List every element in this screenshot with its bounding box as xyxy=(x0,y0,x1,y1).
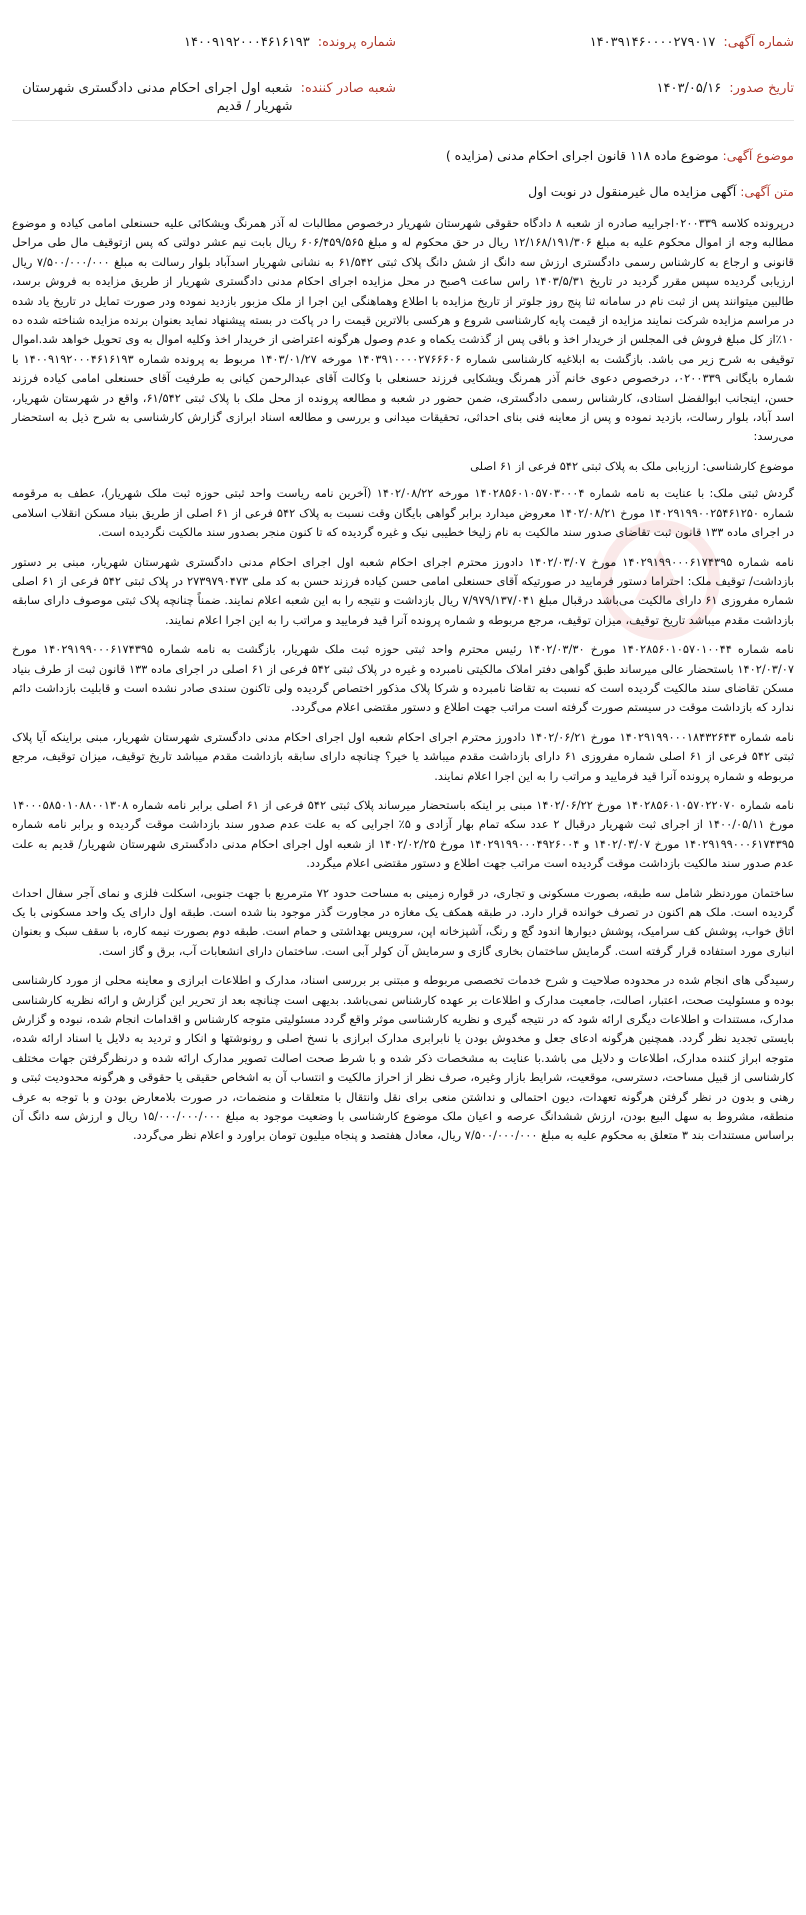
ad-subject-text: آگهی مزایده مال غیرمنقول در نوبت اول xyxy=(528,184,737,199)
ad-number-value: ۱۴۰۳۹۱۴۶۰۰۰۰۲۷۹۰۱۷ xyxy=(589,35,716,50)
issuing-branch-label: شعبه صادر کننده: xyxy=(300,81,396,96)
body-paragraph-letter-4: نامه شماره ۱۴۰۲۸۵۶۰۱۰۵۷۰۲۲۰۷۰ مورخ ۱۴۰۲/۰۶/۲۲ مبنی بر اینکه باستحضار میرساند پلاک ثبتی ۵۴۲ فرعی از ۶۱ اصلی برابر نامه شماره ۱۴۰۰۰۵۸۵۰۱۰۸۸۰۰۱۳۰۸ مورخ ۱۴۰۰/۰۵/۱۱ از اجرای ثبت شهریار درقبال ۲ عدد سکه تمام بهار آزادی و ۵٪ اجرایی که به علت عدم صدور سند بازداشت موقت گردیده و برابر نامه شماره ۱۴۰۲۹۱۹۹۰۰۰۶۱۷۴۳۹۵ مورخ ۱۴۰۲/۰۳/۰۷ و ۱۴۰۲۹۱۹۹۰۰۰۴۹۲۶۰۰۴ مورخ ۱۴۰۲/۰۲/۲۵ از شعبه اول اجرای احکام مدنی دادگستری شهرستان شهریار/ قدیم به علت عدم صدور سند مالکیت بازداشت موقت گردیده است مراتب جهت اطلاع و دستور مقتضی اعلام میگردد. xyxy=(12,797,795,871)
body-paragraph-building: ساختمان موردنظر شامل سه طبقه، بصورت مسکونی و تجاری، در قواره زمینی به مساحت حدود ۷۲ مترمربع با جهت جنوبی، اسکلت فلزی و نمای آجر سفال احداث گردیده است. ملک هم اکنون در تصرف خوانده قرار دارد. در طبقه همکف یک مغازه در مجاورت گذر موجود بنا شده است. طبقه اول دارای یک واحد مسکونی با یک اتاق خواب، پوشش کف سرامیک، پوشش دیوارها اندود گچ و رنگ، آشپزخانه اپن، سرویس بهداشتی و حمام است. طبقه دوم بصورت نیمه کاره، با سقف سبک و بعنوان انباری مورد استفاده قرار گرفته است. گرمایش ساختمان بخاری گازی و سرمایش آن کولر آبی است. ساختمان دارای انشعابات آب، برق و گاز است. xyxy=(12,885,794,958)
ad-topic-text: موضوع ماده ۱۱۸ قانون اجرای احکام مدنی (مزایده ) xyxy=(445,148,719,163)
body-paragraph-letter-3: نامه شماره ۱۴۰۲۹۱۹۹۰۰۰۱۸۴۳۲۶۴۳ مورخ ۱۴۰۲/۰۶/۲۱ دادورز محترم اجرای احکام شعبه اول اجرای احکام مدنی دادگستری شهرستان شهریار، مبنی براینکه آیا پلاک ثبتی ۵۴۲ فرعی از ۶۱ اصلی شماره مفروزی ۶۱ دارای بازداشت مقدم میباشد یا خیر؟ چنانچه دارای سابقه بازداشت مقدم میباشد تاریخ توقیف، میزان توقیف، مرجع مربوطه و شماره پرونده آنرا قید فرمایید و مراتب را به این اجرا اعلام نمایند. xyxy=(12,729,795,783)
body-paragraph-intro: درپرونده کلاسه ۰۲۰۰۳۳۹اجراییه صادره از شعبه ۸ دادگاه حقوقی شهرستان شهریار درخصوص مطالبات له آذر همرنگ ویشکائی علیه حسنعلی امامی کیاده و موضوع مطالبه وجه از اموال محکوم علیه به مبلغ ۱۲/۱۶۸/۱۹۱/۳۰۶ ریال در حق محکوم له و مبلغ ۶۰۶/۴۵۹/۵۶۵ ریال بابت نیم عشر دولتی که پس ازتوقیف مال طی مراحل قانونی و ارجاع به کارشناس رسمی دادگستری ارزش سه دانگ از شش دانگ پلاک ثبتی ۶۱/۵۴۲ به نشانی شهریار اسدآباد بلوار رسالت به مبلغ ۷/۵۰۰/۰۰۰/۰۰۰ ریال ارزیابی گردیده سپس مقرر گردید در تاریخ ۱۴۰۳/۵/۳۱ راس ساعت ۹صبح در محل مزایده اجرای احکام مدنی دادگستری شهریار از طریق مزایده به فروش برسد، طالبین میتوانند پس از ثبت نام در سامانه ثنا پنج روز جلوتر از تاریخ مزایده با اطلاع وهماهنگی این اجرا از ملک مزبور بازدید نموده ودر صورت تمایل در تاریخ یاد شده در مراسم مزایده شرکت نمایند مزایده از قیمت پایه کارشناسی شروع و هرکسی بالاترین قیمت را در پاکت در بسته پیشنهاد نماید بعنوان برنده مزایده شناخته شده ده ۱۰٪از کل مبلغ فروش فی المجلس از خریدار اخذ و باقی پس از گذشت یکماه و عدم وصول هرگونه اعتراضی از خریدار اخذ وکلیه اموال به وی تحویل خواهد شد.اموال توقیفی به شرح زیر می باشد. بازگشت به ابلاغیه کارشناسی شماره ۱۴۰۳۹۱۰۰۰۰۲۷۶۶۶۰۶ مورخه ۱۴۰۳/۰۱/۲۷ مربوط به پرونده شماره ۱۴۰۰۹۱۹۲۰۰۰۴۶۱۶۱۹۳ با شماره بایگانی ۰۲۰۰۳۳۹، درخصوص دعوی خانم آذر همرنگ ویشکایی فرزند حسنعلی با وکالت آقای عبدالرحمن کیانی به طرفیت آقای حسنعلی امامی کیاده فرزند حسن، اینجانب ابوالفضل استادی، کارشناس رسمی دادگستری، ضمن حضور در شعبه و مطالعه پرونده از محل ملک با پلاک ثبتی ۶۱/۵۴۲، واقع در شهرستان شهریار، اسد آباد، بلوار رسالت، بازدید نموده و پس از معاینه فنی بنای احداثی، تحقیقات میدانی و بررسی و مطالعه اسناد ابرازی گزارش کارشناسی به شرح ذیل به استحضار می‌رسد: xyxy=(12,216,794,444)
ad-number-label: شماره آگهی: xyxy=(723,35,794,50)
file-number-value: ۱۴۰۰۹۱۹۲۰۰۰۴۶۱۶۱۹۳ xyxy=(184,35,310,50)
ad-header xyxy=(0,0,806,116)
ad-topic-label: موضوع آگهی: xyxy=(722,148,794,163)
body-paragraph-registration: گردش ثبتی ملک: با عنایت به نامه شماره ۱۴۰۲۸۵۶۰۱۰۵۷۰۳۰۰۰۴ مورخه ۱۴۰۲/۰۸/۲۲ (آخرین نامه ریاست واحد ثبتی حوزه ثبت ملک شهریار)، عطف به مرقومه شماره ۱۴۰۲۹۱۹۹۰۰۲۵۴۶۱۲۵۰ مورخ ۱۴۰۲/۰۸/۲۱ معروض میدارد برابر گواهی بایگان وقت نسبت به پلاک ۵۴۲ فرعی از ۶۱ اصلی از طریق بنیاد مسکن انقلاب اسلامی در اجرای ماده ۱۳۳ قانون ثبت تقاضای صدور سند مالکیت به نام زلیخا خطیبی نیک و غیره گردیده که تا کنون منجر بصدور سند مالکیت نگردیده است. xyxy=(12,486,794,540)
body-paragraph-valuation: رسیدگی های انجام شده در محدوده صلاحیت و شرح خدمات تخصصی مربوطه و مبتنی بر بررسی اسناد، مدارک و اطلاعات ابرازی و معاینه محلی از مورد کارشناسی بوده و مسئولیت صحت، اعتبار، اصالت، جامعیت مدارک و اطلاعات بر عهده کارشناس نمی‌باشد. بدیهی است چنانچه بعد از تحریر این گزارش و ارائه نظریه کارشناسی مدارک، مستندات و اطلاعات دیگری ارائه شود که در نتیجه گیری و نظریه کارشناسی موثر واقع گردد مسئولیتی متوجه کارشناس و اقدامات انجام شده، نبوده و گزارش بایستی تجدید نظر گردد. همچنین هرگونه ادعای جعل و مخدوش بودن یا نابرابری مدارک ابرازی با نسخ اصلی و رونوشتها و انکار و تردید به دلایل یا اسناد ارائه شده، متوجه ابراز کننده مدارک، اطلاعات و دلایل می باشد.با عنایت به مشخصات ذکر شده و با شرط صحت اصالت تصویر مدارک ارائه شده و درنظرگرفتن جهات مختلف کارشناسی از قبیل مساحت، دسترسی، موقعیت، شرایط بازار وغیره، صرف نظر از احراز مالکیت و انتساب آن به اشخاص حقیقی یا حقوقی و هرگونه محدودیت ثبتی و رهنی و بدون در نظر گرفتن هرگونه تعهدات، دیون احتمالی و نداشتن منعی برای نقل وانتقال با متعلقات و منضمات، در صورت بلامعارض بودن و با توجه به عرف منطقه، مشروط به سهل البیع بودن، ارزش ششدانگ عرصه و اعیان ملک موضوع کارشناسی با وضعیت موجود به مبلغ ۱۵/۰۰۰/۰۰۰/۰۰۰ ریال و ارزش سه دانگ آن براساس مستندات بند ۳ متعلق به محکوم علیه به مبلغ ۷/۵۰۰/۰۰۰/۰۰۰ ریال، معادل هفتصد و پنجاه میلیون تومان براورد و اعلام نظر می‌گردد. xyxy=(12,973,794,1143)
file-number-row xyxy=(184,34,396,52)
ad-subject xyxy=(12,183,794,201)
issue-date-value: ۱۴۰۳/۰۵/۱۶ xyxy=(656,81,722,96)
ad-number-row xyxy=(590,34,794,52)
issue-date-row xyxy=(657,80,794,98)
header-divider xyxy=(12,120,794,121)
body-paragraph-letter-1: نامه شماره ۱۴۰۲۹۱۹۹۰۰۰۶۱۷۴۳۹۵ مورخ ۱۴۰۲/۰۳/۰۷ دادورز محترم اجرای احکام شعبه اول اجرای احکام مدنی دادگستری شهرستان شهریار، مبنی بر دستور بازداشت/ توقیف ملک: احتراما دستور فرمایید در صورتیکه آقای حسنعلی امامی حسن کیاده فرزند حسن به کد ملی ۲۷۳۹۷۹۰۴۷۳ در پلاک ثبتی ۵۴۲ فرعی از ۶۱ اصلی شماره مفروزی ۶۱ دارای مالکیت می‌باشد درقبال مبلغ ۷/۹۷۹/۱۳۷/۰۴۱ ریال بازداشت و نتیجه را به این شعبه اعلام نمایند. ضمناً چنانچه پلاک ثبتی موصوف دارای سابقه بازداشت مقدم میباشد تاریخ توقیف، میزان توقیف، مرجع مربوطه و شماره پرونده آنرا قید فرمایید و مراتب را به این اجرا اعلام نمایند. xyxy=(12,554,794,627)
ad-subject-label: متن آگهی: xyxy=(740,184,794,199)
ad-topic xyxy=(12,147,794,165)
ad-body xyxy=(12,214,794,1156)
body-paragraph-expertise-subject: موضوع کارشناسی: ارزیابی ملک به پلاک ثبتی ۵۴۲ فرعی از ۶۱ اصلی xyxy=(470,458,794,473)
issuing-branch-row xyxy=(6,80,396,116)
body-paragraph-letter-2: نامه شماره ۱۴۰۲۸۵۶۰۱۰۵۷۰۱۰۰۴۴ مورخ ۱۴۰۲/۰۳/۳۰ رئیس محترم واحد ثبتی حوزه ثبت ملک شهریار، بازگشت به نامه شماره ۱۴۰۲۹۱۹۹۰۰۰۶۱۷۴۳۹۵ مورخ ۱۴۰۲/۰۳/۰۷ باستحضار عالی میرساند طبق گواهی دفتر املاک مالکیتی نامبرده و غیره در پلاک ثبتی ۵۴۲ فرعی از ۶۱ اصلی در اجرای ماده ۱۳۳ قانون ثبت از طرف بنیاد مسکن تقاضای سند مالکیت گردیده است که نسبت به تقاضا نامبرده و شرکا پلاک مذکور اختصاص گردیده ولی تاکنون سندی صادر نشده است و قابلیت بازداشت دائم ندارد که بازداشت موقت در سیستم صورت گرفته است مراتب جهت اطلاع و دستور مقتضی اعلام می‌گردد. xyxy=(12,642,794,715)
issuing-branch-value: شعبه اول اجرای احکام مدنی دادگستری شهرستان شهریار / قدیم xyxy=(22,81,293,114)
file-number-label: شماره پرونده: xyxy=(317,35,396,50)
issue-date-label: تاریخ صدور: xyxy=(729,81,794,96)
